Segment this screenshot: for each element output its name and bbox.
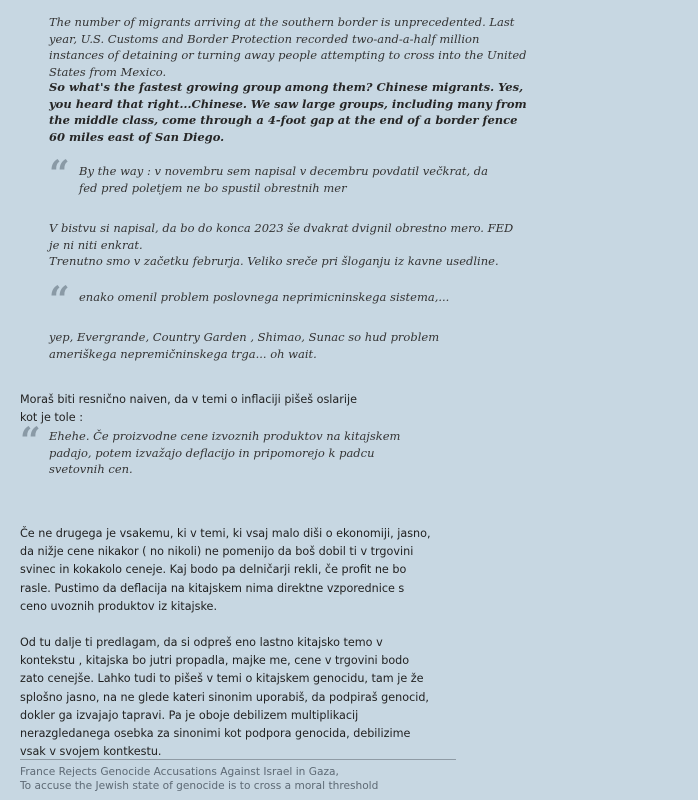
signature-line-2: To accuse the Jewish state of genocide is to cross a moral threshold [20, 780, 379, 792]
signature-line-1: France Rejects Genocide Accusations Against Israel in Gaza, [20, 766, 339, 778]
nested-quote-2: enako omenil problem poslovnega neprimicninskega sistema,... [79, 290, 450, 304]
post-intro: Moraš biti resnično naiven, da v temi o inflaciji pišeš oslarije kot je tole : [20, 393, 357, 425]
reply-1-line-2: Trenutno smo v začetku februrja. Veliko sreče pri šloganju iz kavne usedline. [49, 254, 499, 268]
post-quote: Ehehe. Če proizvodne cene izvoznih produktov na kitajskem padajo, potem izvažajo deflacijo in pripomorejo k padcu svetovnih cen. [49, 429, 401, 476]
nested-quote-1: By the way : v novembru sem napisal v decembru povdatil večkrat, da fed pred poletjem ne bo spustil obrestnih mer [79, 164, 488, 195]
quote-mark-icon: “ [49, 153, 70, 195]
signature [20, 765, 480, 793]
quote-mark-icon: “ [49, 279, 70, 321]
quoted-intro: The number of migrants arriving at the southern border is unprecedented. Last year, U.S. Customs and Border Protection recorded two-and-a-half million instances of detaining or turning away people attempting to cross into the United States from Mexico. [49, 15, 527, 79]
signature-divider [20, 759, 456, 760]
quote-mark-icon: “ [20, 420, 41, 462]
reply-1-line-1: V bistvu si napisal, da bo do konca 2023 še dvakrat dvignil obrestno mero. FED je ni niti enkrat. [49, 221, 514, 252]
reply-2: yep, Evergrande, Country Garden , Shimao, Sunac so hud problem ameriškega nepremičninskega trga... oh wait. [49, 330, 440, 361]
post-paragraph-2: Od tu dalje ti predlagam, da si odpreš eno lastno kitajsko temo v kontekstu , kitajska bo jutri propadla, majke me, cene v trgovini bodo zato cenejše. Lahko tudi to pišeš v temi o kitajskem genocidu, tam je že splošno jasno, na ne glede kateri sinonim uporabiš, da podpiraš genocid, dokler ga izvajajo tapravi. Pa je oboje debilizem multiplikacij nerazgledanega osebka za sinonimi kot podpora genocida, debilizime vsak v svojem kontkestu. [20, 636, 429, 759]
post-paragraph-1: Če ne drugega je vsakemu, ki v temi, ki vsaj malo diši o ekonomiji, jasno, da nižje cene nikakor ( no nikoli) ne pomenijo da boš dobil ti v trgovini svinec in kokakolo ceneje. Kaj bodo pa delničarji rekli, če profit ne bo rasle. Pustimo da deflacija na kitajskem nima direktne vzporednice s ceno uvoznih produktov iz kitajske. [20, 527, 431, 613]
quoted-bold-paragraph: So what's the fastest growing group among them? Chinese migrants. Yes, you heard that right...Chinese. We saw large groups, including many from the middle class, come through a 4-foot gap at the end of a border fence 60 miles east of San Diego. [49, 80, 527, 144]
